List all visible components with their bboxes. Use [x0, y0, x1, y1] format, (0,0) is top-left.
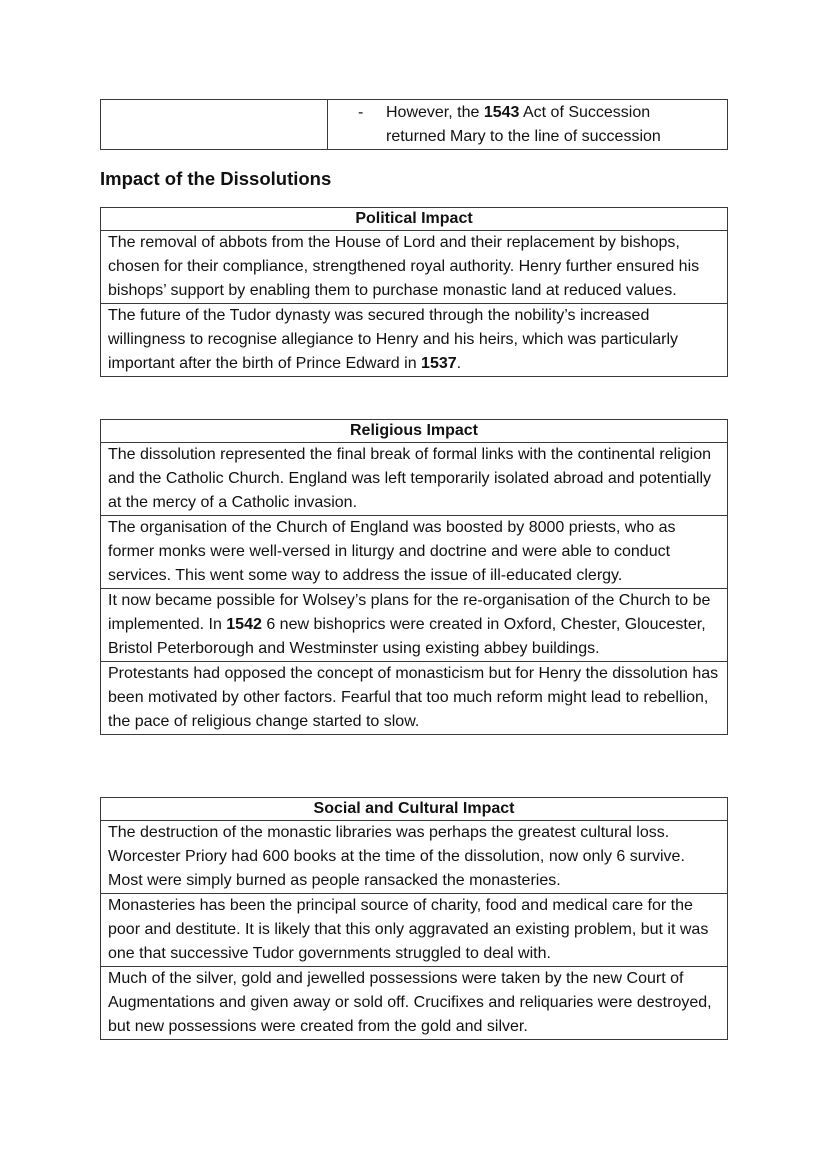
table-row: [101, 443, 728, 516]
succession-table: [100, 99, 728, 150]
table-row: [101, 662, 728, 735]
text-prefix: It now became possible for Wolsey’s plans for the re-organisation of the Church to be implemented. In: [108, 592, 711, 633]
table-row: [101, 304, 728, 377]
succession-text: [386, 101, 661, 149]
text-suffix: 6 new bishoprics were created in Oxford, Chester, Gloucester, Bristol Peterborough and Westminster using existing abbey buildings.: [108, 616, 706, 657]
political-impact-table: [100, 207, 728, 377]
succession-cell: [328, 100, 728, 150]
list-item: [328, 100, 727, 149]
text-suffix: Act of Succession: [519, 104, 651, 121]
year-1542: 1542: [226, 616, 262, 633]
table-header: Social and Cultural Impact: [101, 798, 728, 821]
table-cell: Monasteries has been the principal source of charity, food and medical care for the poor and destitute. It is likely that this only aggravated an existing problem, but it was one that successive Tudor governments struggled to deal with.: [101, 894, 728, 967]
table-row: [101, 100, 728, 150]
table-cell: The dissolution represented the final break of formal links with the continental religion and the Catholic Church. England was left temporarily isolated abroad and potentially at the mercy of a Catholic invasion.: [101, 443, 728, 516]
bullet-dash: -: [358, 104, 364, 121]
table-cell: The destruction of the monastic libraries was perhaps the greatest cultural loss. Worcester Priory had 600 books at the time of the dissolution, now only 6 survive. Most were simply burned as people ransacked the monasteries.: [101, 821, 728, 894]
table-row: [101, 231, 728, 304]
text-prefix: However, the: [386, 104, 484, 121]
table-row: [101, 967, 728, 1040]
social-cultural-impact-table: [100, 797, 728, 1040]
table-cell: [101, 304, 728, 377]
year-1543: 1543: [483, 104, 520, 121]
table-row: [101, 821, 728, 894]
table-cell: The removal of abbots from the House of Lord and their replacement by bishops, chosen for their compliance, strengthened royal authority. Henry further ensured his bishops’ support by enabling them to purchase monastic land at reduced values.: [101, 231, 728, 304]
table-row: [101, 894, 728, 967]
section-heading: Impact of the Dissolutions: [100, 168, 332, 189]
table-cell: Much of the silver, gold and jewelled possessions were taken by the new Court of Augmentations and given away or sold off. Crucifixes and reliquaries were destroyed, but new possessions were created from the gold and silver.: [101, 967, 728, 1040]
table-cell: The organisation of the Church of England was boosted by 8000 priests, who as former monks were well-versed in liturgy and doctrine and were able to conduct services. This went some way to address the issue of ill-educated clergy.: [101, 516, 728, 589]
text-line-2: returned Mary to the line of succession: [386, 128, 661, 145]
table-row: [101, 798, 728, 821]
table-header: Political Impact: [101, 208, 728, 231]
year-1537: 1537: [421, 355, 457, 372]
text-prefix: The future of the Tudor dynasty was secured through the nobility’s increased willingness to recognise allegiance to Henry and his heirs, which was particularly important after the birth of Prince Edward in: [108, 307, 679, 372]
table-header: Religious Impact: [101, 420, 728, 443]
empty-cell: [101, 100, 328, 150]
table-row: [101, 589, 728, 662]
table-cell: Protestants had opposed the concept of monasticism but for Henry the dissolution has been motivated by other factors. Fearful that too much reform might lead to rebellion, the pace of religious change started to slow.: [101, 662, 728, 735]
table-row: [101, 420, 728, 443]
table-row: [101, 208, 728, 231]
religious-impact-table: [100, 419, 728, 735]
table-cell: [101, 589, 728, 662]
table-row: [101, 516, 728, 589]
text-suffix: .: [456, 355, 462, 372]
